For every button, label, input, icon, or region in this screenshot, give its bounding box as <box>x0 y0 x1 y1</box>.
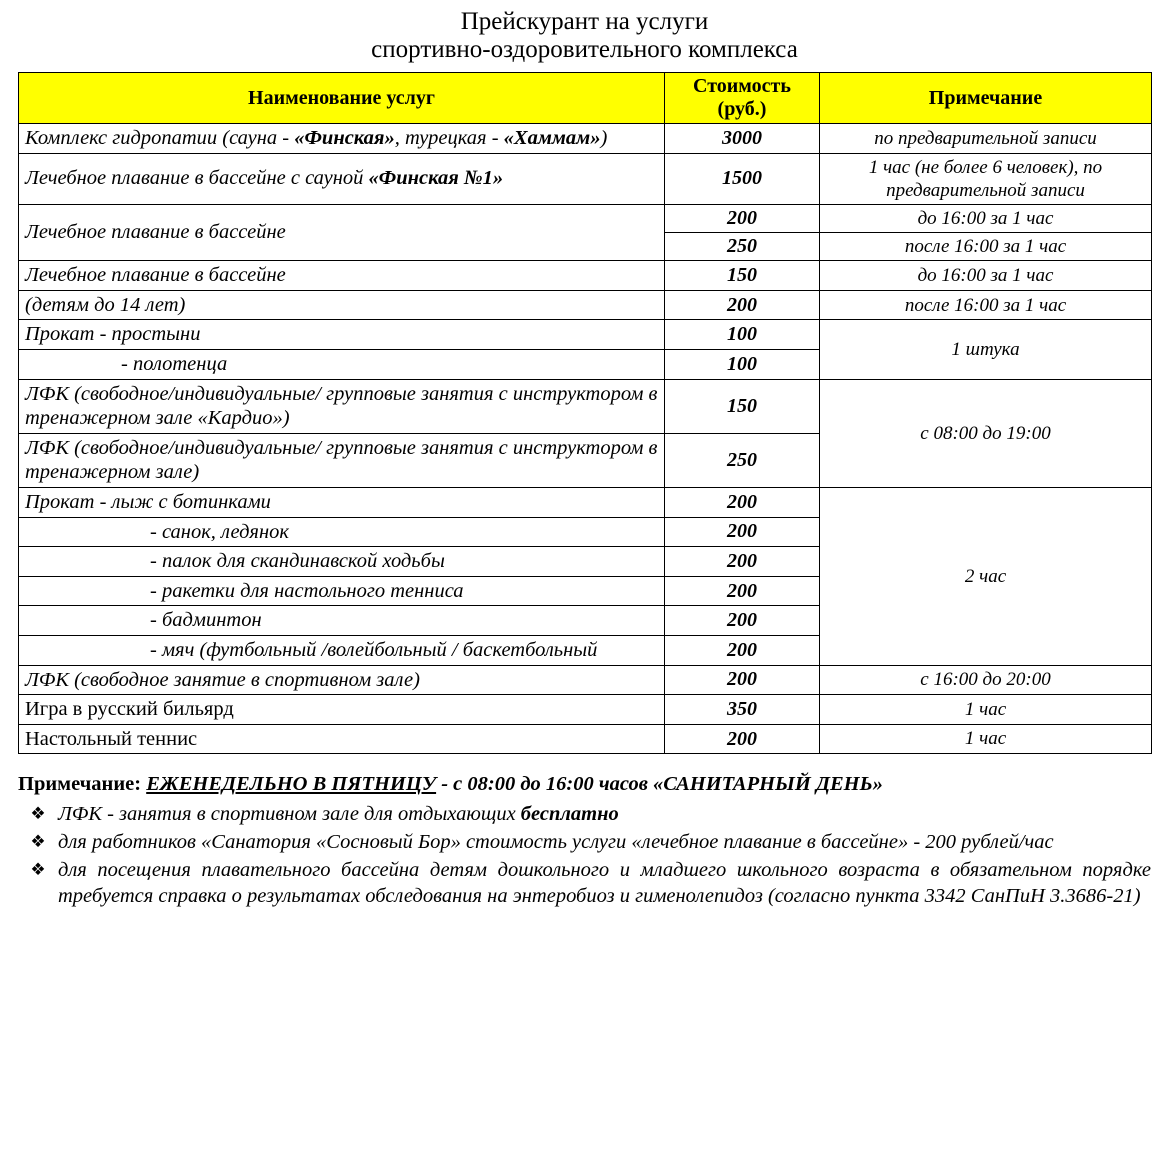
column-header-name: Наименование услуг <box>19 73 665 124</box>
service-note: с 16:00 до 20:00 <box>820 665 1152 695</box>
diamond-bullet-icon: ❖ <box>30 832 46 852</box>
service-name: (детям до 14 лет) <box>19 290 665 320</box>
footnote-underlined: ЕЖЕНЕДЕЛЬНО В ПЯТНИЦУ <box>146 773 437 796</box>
service-price: 200 <box>665 290 820 320</box>
footnotes <box>18 772 1151 909</box>
service-note: до 16:00 за 1 час <box>820 204 1152 232</box>
column-header-price-line2: (руб.) <box>717 98 767 120</box>
footnote-bullet <box>18 802 1151 828</box>
column-header-price-line1: Стоимость <box>693 75 791 97</box>
table-row <box>19 379 1152 433</box>
service-note: с 08:00 до 19:00 <box>820 379 1152 487</box>
table-row <box>19 665 1152 695</box>
service-price: 200 <box>665 665 820 695</box>
service-note: 1 штука <box>820 320 1152 379</box>
title-line-2: спортивно-оздоровительного комплекса <box>371 36 798 63</box>
service-price: 100 <box>665 320 820 350</box>
footnote-headline <box>18 772 1151 798</box>
service-name: ЛФК (свободное занятие в спортивном зале) <box>19 665 665 695</box>
table-row <box>19 724 1152 754</box>
service-price: 200 <box>665 204 820 232</box>
page-title <box>18 8 1151 64</box>
footnote-rest: - с 08:00 до 16:00 часов «САНИТАРНЫЙ ДЕНЬ» <box>436 773 883 796</box>
service-price: 3000 <box>665 124 820 154</box>
service-name <box>19 606 665 636</box>
table-row <box>19 320 1152 350</box>
service-price: 200 <box>665 576 820 606</box>
footnote-bullet-text: для работников «Санатория «Сосновый Бор» стоимость услуги «лечебное плавание в бассейне» - 200 рублей/час <box>58 831 1054 854</box>
service-note: 1 час <box>820 724 1152 754</box>
service-name-sub: - ракетки для настольного тенниса <box>150 579 464 602</box>
service-note: 1 час <box>820 695 1152 725</box>
service-note: по предварительной записи <box>820 124 1152 154</box>
service-price: 1500 <box>665 153 820 204</box>
service-name: ЛФК (свободное/индивидуальные/ групповые занятия с инструктором в тренажерном зале) <box>19 433 665 487</box>
service-name-sub: - полотенца <box>121 353 228 376</box>
table-header-row <box>19 73 1152 124</box>
table-body <box>19 124 1152 754</box>
diamond-bullet-icon: ❖ <box>30 804 46 824</box>
service-price: 250 <box>665 233 820 261</box>
footnote-label: Примечание: <box>18 773 142 796</box>
service-price: 150 <box>665 261 820 291</box>
footnote-bullet-text: ЛФК - занятия в спортивном зале для отдыхающих бесплатно <box>58 803 619 826</box>
service-name <box>19 547 665 577</box>
column-header-price <box>665 73 820 124</box>
title-line-1: Прейскурант на услуги <box>460 8 709 35</box>
service-name: Лечебное плавание в бассейне с сауной «Финская №1» <box>19 153 665 204</box>
table-header <box>19 73 1152 124</box>
footnote-bullet <box>18 830 1151 856</box>
service-price: 100 <box>665 350 820 380</box>
service-price: 150 <box>665 379 820 433</box>
service-note: 1 час (не более 6 человек), по предварительной записи <box>820 153 1152 204</box>
service-name-sub: - мяч (футбольный /волейбольный / баскетбольный <box>150 639 598 661</box>
service-name-sub: - палок для скандинавской ходьбы <box>150 550 445 573</box>
table-row <box>19 695 1152 725</box>
table-row <box>19 488 1152 518</box>
service-price: 200 <box>665 606 820 636</box>
table-row <box>19 290 1152 320</box>
service-note: 2 час <box>820 488 1152 666</box>
service-name: Игра в русский бильярд <box>19 695 665 725</box>
service-price: 200 <box>665 547 820 577</box>
service-name <box>19 517 665 547</box>
table-row <box>19 153 1152 204</box>
table-row <box>19 204 1152 232</box>
service-name-sub: - бадминтон <box>150 609 262 632</box>
service-price: 350 <box>665 695 820 725</box>
service-price: 200 <box>665 517 820 547</box>
service-name: ЛФК (свободное/индивидуальные/ групповые занятия с инструктором в тренажерном зале «Кардио») <box>19 379 665 433</box>
service-price: 250 <box>665 433 820 487</box>
service-note: после 16:00 за 1 час <box>820 233 1152 261</box>
diamond-bullet-icon: ❖ <box>30 859 46 879</box>
service-name-sub: - санок, ледянок <box>150 520 289 543</box>
service-price: 200 <box>665 636 820 666</box>
service-name: Комплекс гидропатии (сауна - «Финская», турецкая - «Хаммам») <box>19 124 665 154</box>
service-note: после 16:00 за 1 час <box>820 290 1152 320</box>
service-name: Прокат - простыни <box>19 320 665 350</box>
table-row <box>19 124 1152 154</box>
footnote-bullet-text: для посещения плавательного бассейна детям дошкольного и младшего школьного возраста в обязательном порядке требуется справка о результатах обследования на энтеробиоз и гименолепидоз (согласно пункта 3342 СанПиН 3.3686-21) <box>58 858 1151 907</box>
table-row <box>19 261 1152 291</box>
service-name <box>19 636 665 666</box>
service-name <box>19 576 665 606</box>
service-name: Настольный теннис <box>19 724 665 754</box>
column-header-note: Примечание <box>820 73 1152 124</box>
price-table <box>18 72 1152 754</box>
service-price: 200 <box>665 488 820 518</box>
service-price: 200 <box>665 724 820 754</box>
service-name: Прокат - лыж с ботинками <box>19 488 665 518</box>
service-name <box>19 350 665 380</box>
footnote-bullet <box>18 858 1151 910</box>
service-name: Лечебное плавание в бассейне <box>19 261 665 291</box>
service-note: до 16:00 за 1 час <box>820 261 1152 291</box>
service-name: Лечебное плавание в бассейне <box>19 204 665 260</box>
